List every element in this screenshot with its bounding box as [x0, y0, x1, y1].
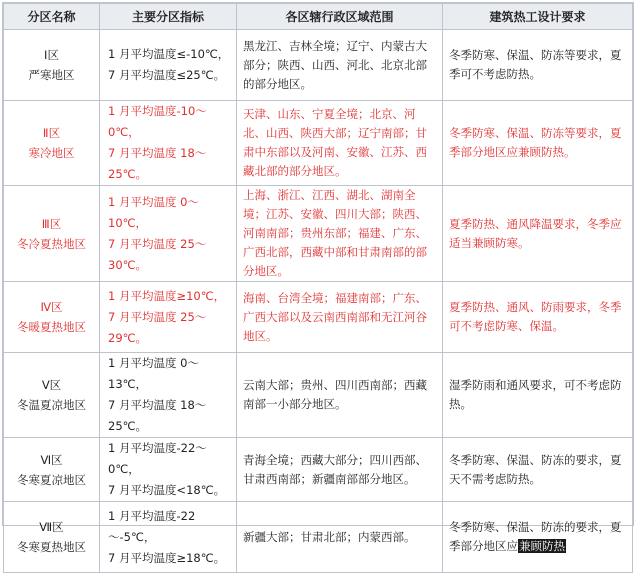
zone-subname: 冬温夏凉地区: [17, 398, 86, 412]
requirement-cell: 冬季防寒、保温、防冻等要求，夏季部分地区应兼顾防热。: [443, 101, 633, 186]
zone-label: Ⅶ区: [39, 520, 64, 534]
requirement-cell: 冬季防寒、保温、防冻等要求，夏季可不考虑防热。: [443, 30, 633, 101]
header-row: [4, 4, 633, 30]
zone-subname: 严寒地区: [28, 68, 75, 82]
zone-cell: [4, 30, 100, 101]
zone-label: Ⅰ区: [44, 48, 59, 62]
region-cell: 上海、浙江、江西、湖北、湖南全境；江苏、安徽、四川大部；陕西、河南南部；贵州东部；福建、广东、广西北部，西藏中部和甘肃南部的部分地区。: [237, 186, 443, 282]
region-cell: 海南、台湾全境；福建南部；广东、广西大部以及云南西南部和无江河谷地区。: [237, 282, 443, 353]
requirement-cell: 夏季防热、通风、防雨要求，冬季可不考虑防寒、保温。: [443, 282, 633, 353]
indicator-cell: [100, 353, 237, 438]
jan-temperature: 1 月平均温度-22～0℃，: [108, 441, 207, 476]
zone-cell: [4, 186, 100, 282]
jan-temperature: 1 月平均温度 0～10℃，: [108, 194, 199, 230]
table-row: [4, 502, 633, 573]
jul-temperature: 7 月平均温度 25～29℃。: [108, 309, 207, 345]
jul-temperature: 7 月平均温度≤25℃。: [108, 68, 226, 82]
table-row: [4, 282, 633, 353]
indicator-cell: [100, 101, 237, 186]
region-cell: 新疆大部；甘肃北部；内蒙西部。: [237, 502, 443, 573]
jan-temperature: 1 月平均温度≥10℃，: [108, 288, 226, 303]
thermal-zone-table: [3, 3, 633, 573]
zone-subname: 冬寒夏凉地区: [17, 472, 86, 487]
region-cell: 青海全境；西藏大部分；四川西部、甘肃西南部；新疆南部部分地区。: [237, 438, 443, 502]
requirement-text: 冬季防寒、保温、防冻的要求，夏季部分地区应: [449, 520, 622, 553]
requirement-cell: [443, 502, 633, 573]
zone-cell: [4, 282, 100, 353]
zone-cell: [4, 353, 100, 438]
indicator-cell: [100, 30, 237, 101]
zone-cell: [4, 502, 100, 573]
zone-subname: 冬寒夏热地区: [17, 540, 86, 554]
region-cell: 云南大部；贵州、四川西南部；西藏南部一小部分地区。: [237, 353, 443, 438]
zone-subname: 冬暖夏热地区: [17, 320, 86, 334]
zone-label: Ⅴ区: [41, 378, 62, 392]
header-zone-name: 分区名称: [4, 4, 100, 30]
zone-cell: [4, 438, 100, 502]
header-requirement: 建筑热工设计要求: [443, 4, 633, 30]
jan-temperature: 1 月平均温度 0～13℃，: [108, 356, 199, 391]
zone-cell: [4, 101, 100, 186]
zone-label: Ⅳ区: [40, 300, 63, 314]
jul-temperature: 7 月平均温度 25～30℃。: [108, 236, 207, 272]
header-indicator: 主要分区指标: [100, 4, 237, 30]
zone-subname: 冬冷夏热地区: [17, 236, 86, 251]
table-row: [4, 30, 633, 101]
thermal-zone-table-container: [2, 2, 634, 565]
table-row: [4, 101, 633, 186]
jul-temperature: 7 月平均温度 18～25℃。: [108, 146, 207, 181]
region-cell: 黑龙江、吉林全境；辽宁、内蒙古大部分；陕西、山西、河北、北京北部的部分地区。: [237, 30, 443, 101]
table-row: [4, 438, 633, 502]
zone-subname: 寒冷地区: [28, 146, 75, 160]
highlighted-text: 兼顾防热: [519, 539, 565, 553]
jul-temperature: 7 月平均温度<18℃。: [108, 483, 226, 497]
table-row: [4, 186, 633, 282]
indicator-cell: [100, 186, 237, 282]
table-row: [4, 353, 633, 438]
jul-temperature: 7 月平均温度 18～25℃。: [108, 398, 207, 433]
jan-temperature: 1 月平均温度-10～0℃，: [108, 104, 207, 139]
requirement-cell: 冬季防寒、保温、防冻的要求，夏天不需考虑防热。: [443, 438, 633, 502]
indicator-cell: [100, 438, 237, 502]
region-cell: 天津、山东、宁夏全境；北京、河北、山西、陕西大部；辽宁南部；甘肃中东部以及河南、安徽、江苏、西藏北部的部分地区。: [237, 101, 443, 186]
zone-label: Ⅲ区: [41, 216, 62, 231]
zone-label: Ⅱ区: [42, 126, 61, 140]
jan-temperature: 1 月平均温度-22～-5℃，: [108, 508, 196, 544]
header-region: 各区辖行政区域范围: [237, 4, 443, 30]
indicator-cell: [100, 282, 237, 353]
jul-temperature: 7 月平均温度≥18℃。: [108, 550, 226, 565]
indicator-cell: [100, 502, 237, 573]
requirement-cell: 夏季防热、通风降温要求，冬季应适当兼顾防寒。: [443, 186, 633, 282]
jan-temperature: 1 月平均温度≤-10℃，: [108, 47, 230, 61]
requirement-cell: 湿季防雨和通风要求，可不考虑防热。: [443, 353, 633, 438]
zone-label: Ⅵ区: [40, 452, 63, 467]
